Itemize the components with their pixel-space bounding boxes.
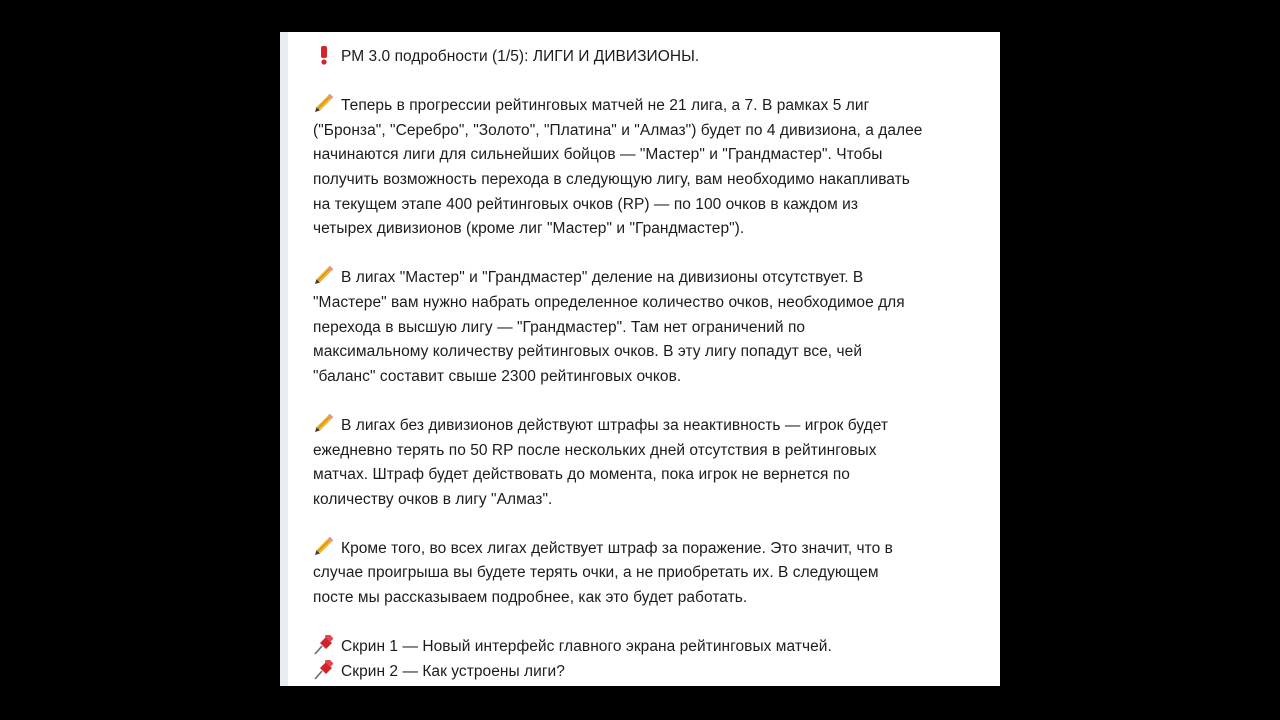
paragraph-2-line-4: максимальному количеству рейтинговых очков. В эту лигу попадут все, чей [313,343,863,361]
paragraph-2-line-2: "Мастере" вам нужно набрать определенное количество очков, необходимое для [313,293,905,311]
paragraph-1-line-2: ("Бронза", "Серебро", "Золото", "Платина" и "Алмаз") будет по 4 дивизиона, а далее [313,121,923,139]
paragraph-4-line-1: Кроме того, во всех лигах действует штраф за поражение. Это значит, что в [313,537,985,562]
screen-1-line: Скрин 1 — Новый интерфейс главного экрана рейтинговых матчей. [313,635,985,660]
screen-2-line: Скрин 2 — Как устроены лиги? [313,660,985,685]
paragraph-2-line-1: В лигах "Мастер" и "Грандмастер" деление на дивизионы отсутствует. В [313,266,985,291]
paragraph-4-line-2: случае проигрыша вы будете терять очки, а не приобретать их. В следующем [313,564,879,582]
paragraph-2-line-5: "баланс" составит свыше 2300 рейтинговых очков. [313,367,682,385]
paragraph-2-line-3: перехода в высшую лигу — "Грандмастер". Там нет ограничений по [313,318,806,336]
paragraph-4-line-3: посте мы рассказываем подробнее, как это будет работать. [313,589,748,607]
post-body [313,45,985,684]
pencil-icon [313,414,335,434]
post-header [313,45,985,70]
pushpin-icon [313,635,335,655]
paragraph-3-line-2: ежедневно терять по 50 RP после нескольких дней отсутствия в рейтинговых [313,441,877,459]
paragraph-1-line-5: на текущем этапе 400 рейтинговых очков (RP) — по 100 очков в каждом из [313,195,859,213]
post-card [280,32,1000,686]
paragraph-1-line-4: получить возможность перехода в следующую лигу, вам необходимо накапливать [313,170,910,188]
pencil-icon [313,266,335,286]
paragraph-1-line-6: четырех дивизионов (кроме лиг "Мастер" и "Грандмастер"). [313,220,745,238]
paragraph-1-line-1: Теперь в прогрессии рейтинговых матчей не 21 лига, а 7. В рамках 5 лиг [313,94,985,119]
card-left-border [280,32,288,686]
paragraph-3-line-1: В лигах без дивизионов действуют штрафы за неактивность — игрок будет [313,414,985,439]
pencil-icon [313,537,335,557]
paragraph-1-line-3: начинаются лиги для сильнейших бойцов — "Мастер" и "Грандмастер". Чтобы [313,146,883,164]
post-header-text: РМ 3.0 подробности (1/5): ЛИГИ И ДИВИЗИОНЫ. [341,48,700,65]
pencil-icon [313,94,335,114]
pushpin-icon [313,660,335,680]
paragraph-3-line-4: количеству очков в лигу "Алмаз". [313,490,553,508]
exclamation-icon [313,45,335,65]
paragraph-3-line-3: матчах. Штраф будет действовать до момента, пока игрок не вернется по [313,466,850,484]
